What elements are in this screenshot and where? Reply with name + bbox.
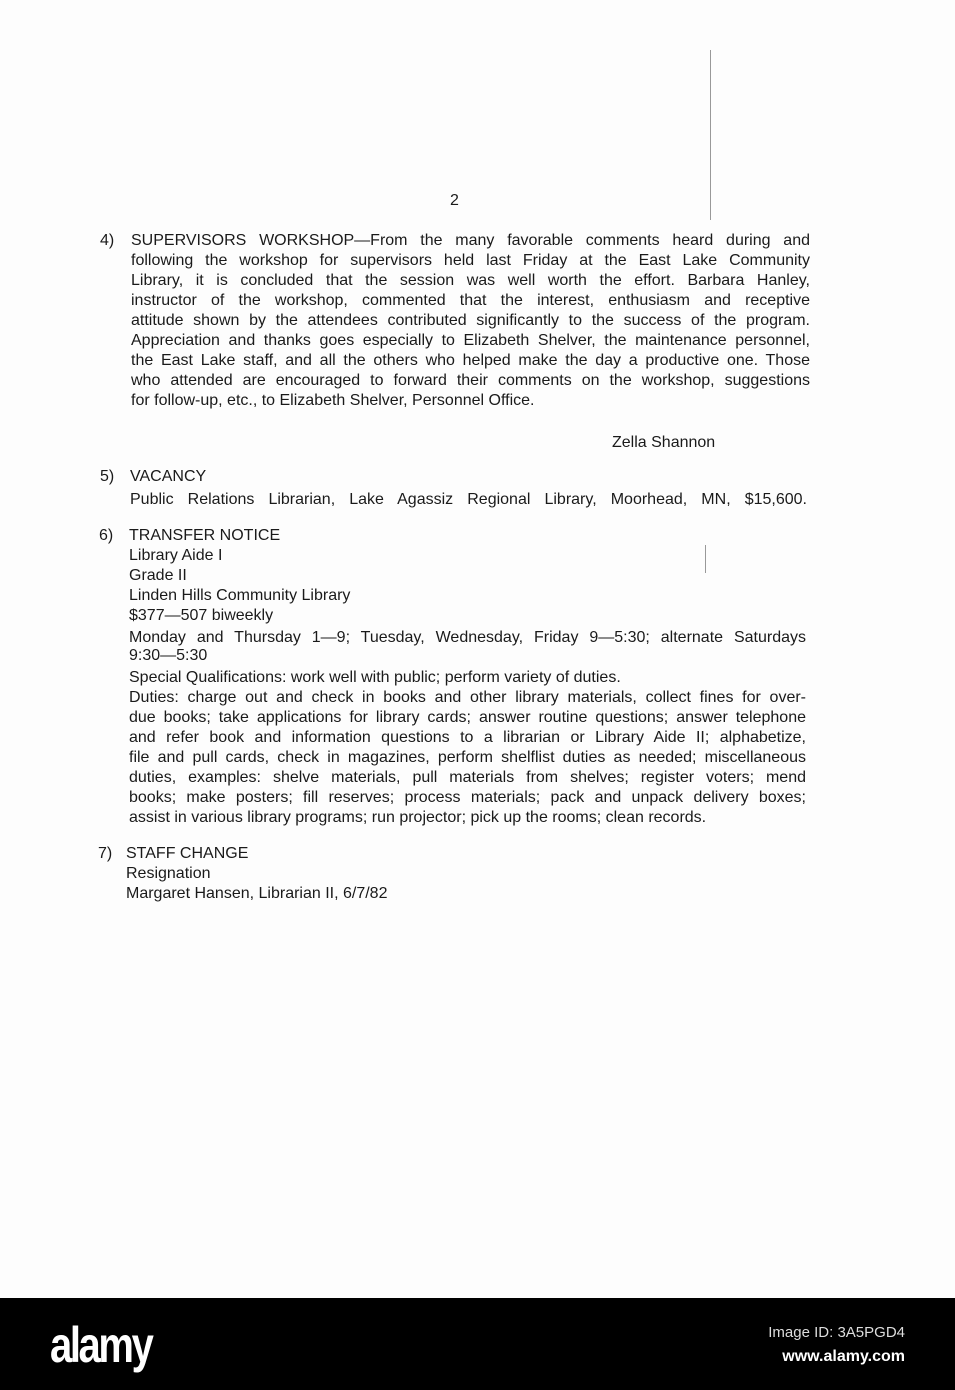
item-heading: VACANCY <box>130 468 207 485</box>
text-line: the East Lake staff, and all the others who helped make the day a productive one. Those <box>131 352 810 369</box>
text-line: Library, it is concluded that the session was well worth the effort. Barbara Hanley, <box>131 272 810 289</box>
image-id: Image ID: 3A5PGD4 <box>768 1324 905 1341</box>
text-line: Monday and Thursday 1—9; Tuesday, Wednesday, Friday 9—5:30; alternate Saturdays <box>129 629 806 646</box>
text-line: due books; take applications for library cards; answer routine questions; answer telephone <box>129 709 806 726</box>
item-heading: STAFF CHANGE <box>126 845 249 862</box>
page-number: 2 <box>450 192 459 209</box>
text-line: Duties: charge out and check in books and other library materials, collect fines for over- <box>129 689 806 706</box>
text-line: Library Aide I <box>129 547 223 564</box>
item-number: 6) <box>99 527 114 544</box>
text-line: 9:30—5:30 <box>129 647 208 664</box>
text-line: following the workshop for supervisors held last Friday at the East Lake Community <box>131 252 810 269</box>
scan-line <box>705 545 706 573</box>
text-line: SUPERVISORS WORKSHOP—From the many favorable comments heard during and <box>131 232 810 249</box>
text-line: $377—507 biweekly <box>129 607 274 624</box>
text-line: and refer book and information questions to a librarian or Library Aide II; alphabetize, <box>129 729 806 746</box>
scan-line <box>710 50 711 220</box>
text-line: attitude shown by the attendees contributed significantly to the success of the program. <box>131 312 810 329</box>
text-line: Linden Hills Community Library <box>129 587 351 604</box>
item-number: 4) <box>100 232 115 249</box>
site-url[interactable]: www.alamy.com <box>782 1348 905 1365</box>
watermark-footer <box>0 1298 955 1390</box>
text-line: assist in various library programs; run projector; pick up the rooms; clean records. <box>129 809 707 826</box>
alamy-logo: alamy <box>50 1317 152 1373</box>
text-line: instructor of the workshop, commented that the interest, enthusiasm and receptive <box>131 292 810 309</box>
text-line: Margaret Hansen, Librarian II, 6/7/82 <box>126 885 388 902</box>
item-heading: TRANSFER NOTICE <box>129 527 281 544</box>
signature: Zella Shannon <box>612 434 716 451</box>
text-line: Public Relations Librarian, Lake Agassiz Regional Library, Moorhead, MN, $15,600. <box>130 491 807 508</box>
text-line: Special Qualifications: work well with public; perform variety of duties. <box>129 669 621 686</box>
text-line: Resignation <box>126 865 211 882</box>
text-line: for follow-up, etc., to Elizabeth Shelver, Personnel Office. <box>131 392 535 409</box>
text-line: duties, examples: shelve materials, pull materials from shelves; register voters; mend <box>129 769 806 786</box>
item-number: 5) <box>100 468 115 485</box>
text-line: Grade II <box>129 567 187 584</box>
text-line: who attended are encouraged to forward their comments on the workshop, suggestions <box>131 372 810 389</box>
text-line: books; make posters; fill reserves; process materials; pack and unpack delivery boxes; <box>129 789 806 806</box>
item-number: 7) <box>98 845 113 862</box>
text-line: Appreciation and thanks goes especially to Elizabeth Shelver, the maintenance personnel, <box>131 332 810 349</box>
text-line: file and pull cards, check in magazines, perform shelflist duties as needed; miscellaneous <box>129 749 806 766</box>
